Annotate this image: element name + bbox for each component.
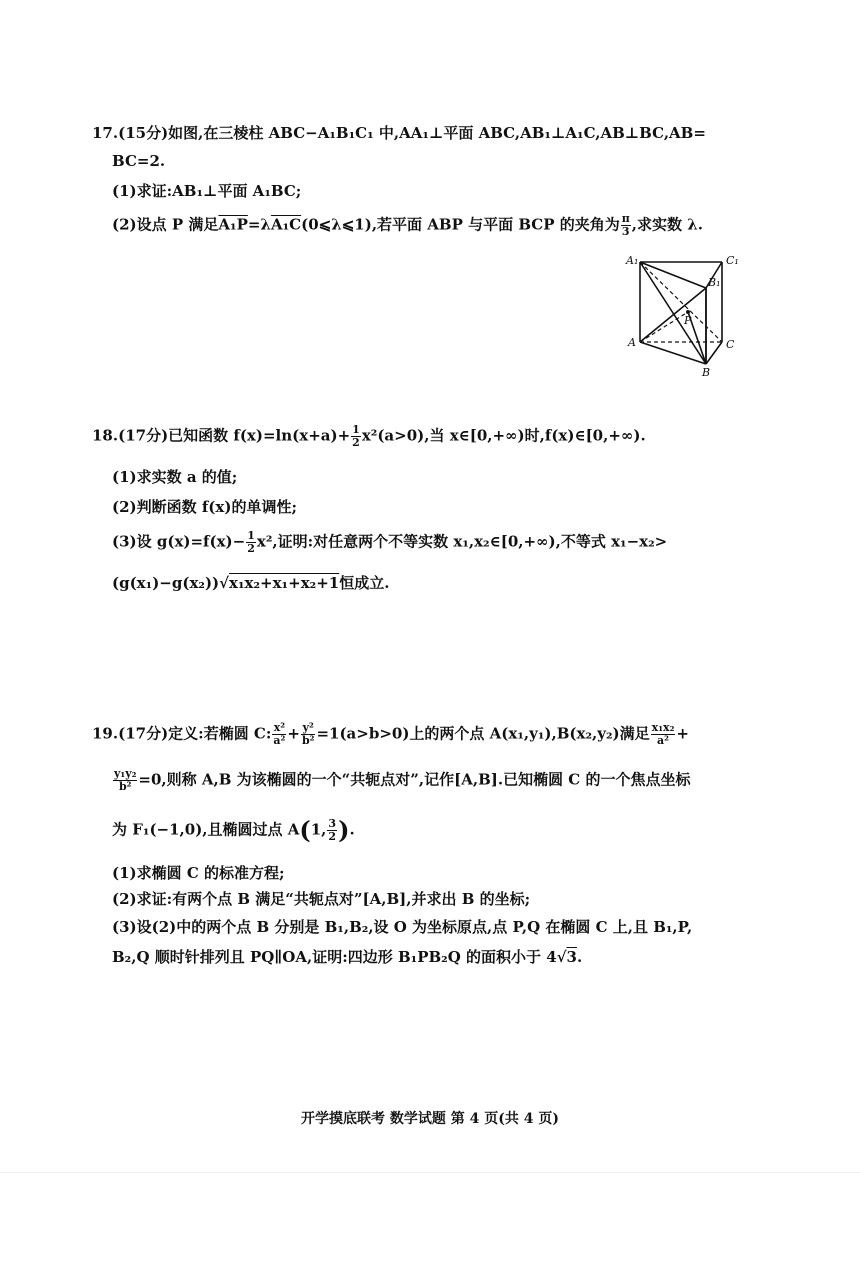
plus-sign: +	[287, 724, 300, 743]
q19-stem-cond: =1(a>b>0)上的两个点 A(x₁,y₁),B(x₂,y₂)满足	[316, 724, 650, 743]
edge-a1b1	[640, 262, 706, 288]
segment-a1b	[640, 262, 706, 364]
frac-3-2: $\frac{3}{2}$	[328, 817, 337, 843]
q19-stem-line1	[92, 722, 689, 747]
label-c1: C₁	[726, 254, 739, 267]
q17-part2-end: ,求实数 λ.	[631, 215, 703, 234]
frac-pi-over-3: $\frac{\pi}{3}$	[621, 212, 630, 238]
q18-part3-end: 恒成立.	[339, 574, 390, 592]
q19-stem-text: 19.(17分)定义:若椭圆 C:	[92, 724, 272, 743]
label-b1: B₁	[708, 276, 721, 289]
edge-ab	[640, 342, 706, 364]
segment-ap-hidden	[640, 312, 688, 342]
q17-part2-eq: =λ	[247, 215, 271, 234]
q17-stem-line1: 17.(15分)如图,在三棱柱 ABC−A₁B₁C₁ 中,AA₁⊥平面 ABC,AB₁⊥A₁C,AB⊥BC,AB=	[92, 124, 706, 142]
q18-part3-text: (3)设 g(x)=f(x)−	[112, 532, 246, 551]
sqrt-expression: x₁x₂+x₁+x₂+1	[229, 574, 340, 592]
q19-stem-focus: 为 F₁(−1,0),且椭圆过点 A	[112, 820, 300, 839]
vector-a1c: A₁C	[270, 215, 302, 234]
q19-part3-claim: B₂,Q 顺时针排列且 PQ∥OA,证明:四边形 B₁PB₂Q 的面积小于 4	[112, 948, 557, 966]
frac-x1x2-a2: $\frac{\text{x₁x₂}}{\text{a²}}$	[651, 721, 675, 747]
q19-stem-definition: =0,则称 A,B 为该椭圆的一个“共轭点对”,记作[A,B].已知椭圆 C 的一个焦点坐标	[138, 770, 691, 789]
q19-part3-end: .	[576, 948, 583, 966]
frac-half: $\frac{1}{2}$	[352, 423, 360, 449]
q18-stem	[92, 424, 646, 449]
q18-part3-line2: (g(x₁)−g(x₂))√x₁x₂+x₁+x₂+1恒成立.	[112, 574, 390, 592]
plus-sign: +	[676, 724, 689, 743]
q17-part2	[112, 213, 703, 238]
frac-half: $\frac{1}{2}$	[247, 529, 255, 555]
q18-stem-cond: x²(a>0),当 x∈[0,+∞)时,f(x)∈[0,+∞).	[361, 426, 646, 445]
q18-part2: (2)判断函数 f(x)的单调性;	[112, 498, 297, 516]
frac-y2-b2: $\frac{\text{y²}}{\text{b²}}$	[301, 721, 315, 747]
q18-part3-line1	[112, 530, 667, 555]
q19-part3-line2: B₂,Q 顺时针排列且 PQ∥OA,证明:四边形 B₁PB₂Q 的面积小于 4√3.	[112, 948, 583, 966]
segment-a1c-hidden	[640, 262, 722, 342]
vector-a1p: A₁P	[218, 215, 248, 234]
sqrt-3: 3	[566, 948, 577, 966]
label-a1: A₁	[626, 254, 639, 267]
q17-part2-cond: (0⩽λ⩽1),若平面 ABP 与平面 BCP 的夹角为	[301, 215, 620, 234]
q19-part2: (2)求证:有两个点 B 满足“共轭点对”[A,B],并求出 B 的坐标;	[112, 890, 531, 908]
q18-part1: (1)求实数 a 的值;	[112, 468, 238, 486]
label-b: B	[702, 366, 711, 379]
prism-figure	[622, 250, 750, 380]
label-p: P	[684, 314, 692, 327]
q19-stem-line2	[112, 768, 690, 793]
q18-stem-text: 18.(17分)已知函数 f(x)=ln(x+a)+	[92, 426, 351, 445]
q19-part3-line1: (3)设(2)中的两个点 B 分别是 B₁,B₂,设 O 为坐标原点,点 P,Q 在椭圆 C 上,且 B₁,P,	[112, 918, 693, 936]
page-footer: 开学摸底联考 数学试题 第 4 页(共 4 页)	[301, 1111, 559, 1127]
q19-stem-end: .	[349, 820, 355, 839]
frac-x2-a2: $\frac{\text{x²}}{\text{a²}}$	[273, 721, 286, 747]
label-c: C	[726, 338, 735, 351]
frac-y1y2-b2: $\frac{\text{y₁y₂}}{\text{b²}}$	[114, 767, 137, 793]
label-a: A	[628, 336, 636, 349]
q18-part3-claim: x²,证明:对任意两个不等实数 x₁,x₂∈[0,+∞),不等式 x₁−x₂>	[256, 532, 668, 551]
q17-part1: (1)求证:AB₁⊥平面 A₁BC;	[112, 182, 302, 200]
q17-stem-line2: BC=2.	[112, 152, 166, 170]
q19-part1: (1)求椭圆 C 的标准方程;	[112, 864, 285, 882]
edge-bc	[706, 342, 722, 364]
q19-stem-line3: 为 F₁(−1,0),且椭圆过点 A(1, $\frac{3}{2}$ ).	[112, 815, 355, 845]
q18-part3-diff: (g(x₁)−g(x₂))	[112, 574, 220, 592]
q17-part2-text: (2)设点 P 满足	[112, 215, 219, 234]
scan-divider	[0, 1172, 860, 1173]
point-a-x: 1,	[310, 820, 327, 839]
